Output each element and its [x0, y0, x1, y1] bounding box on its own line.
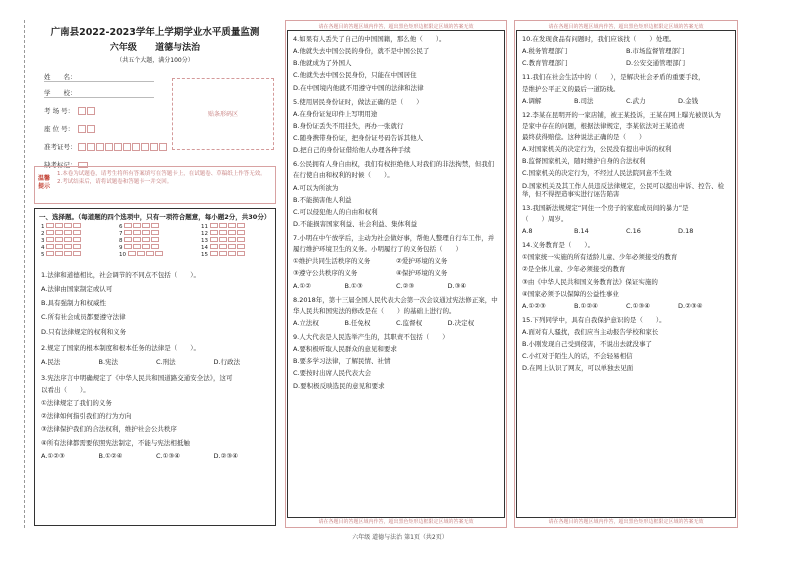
question-10: 10.在发现食品有问题时，我们应该找（ ）处理。: [522, 35, 676, 43]
seat-number-field[interactable]: 座 位 号：: [44, 124, 96, 133]
middle-bottom-strip: 请在各题目的答题区域内作答，超出黑色矩形边框限定区域的答案无效: [318, 519, 474, 525]
q3-item-2: ②法律如何指引我们的行为方向: [41, 412, 132, 421]
school-field[interactable]: 学 校：: [44, 88, 154, 98]
exam-id-field[interactable]: 准考证号：: [44, 142, 168, 151]
q1-option-d: D.只有法律规定的权利和义务: [41, 327, 127, 336]
question-12: 12.李某在昆明开的一家店铺，被王某投诉，王某在网上曝光被误认为: [522, 110, 721, 119]
binding-line: [24, 20, 25, 528]
page-footer: 六年级 道德与法治 第1页（共2页）: [352, 534, 448, 541]
question-3: 3.宪法序言中明确规定了《中华人民共和国道路交通安全法》，这可: [41, 373, 233, 382]
exam-note: （共五个大题，满分100分）: [116, 57, 194, 64]
q3-item-4: ④所有法律都需要依照宪法制定，不能与宪法相抵触: [41, 438, 190, 447]
middle-content: 4.如果有人丢失了自己的中国国籍，那么他（ ）。 A.他就失去中国公民的身份，就不是中国公民了 B.他就成为了外国人 C.他就失去中国公民身份，只能在中国居住 D.在中国境内他就不用遵守中国的法律和法律 5.使用居民身份证时，做法正确的是（ ） A.在身份证复印件上写明用途 B.身份证丢失不用挂失，再办一张就行 C.随身携带身份证，把身份证号码告诉其他人 D.把自己的身份证借给他人办理各种手续 6.公民拥有人身自由权，我们有权拒绝他人对我们的非法拘禁，但我们 在行使自由和权利的时候（ ）。 A.可以为所欲为 B.不能损害他人利益 C.可以侵犯他人的自由和权利 D.不能损害国家利益、社会利益、集体利益 7.小明在中午放学后，主动为社会做好事，帮他人整理自行车工作，并 履行维护环境卫生的义务。小明履行了的义务包括（ ） ①维护共同生活秩序的义务 ②爱护环境的义务 ③遵守公共秩序的义务 ④保护环境的义务 A.①② B.①③ C.②③ D.③④ 8.2018年，第十三届全国人民代表大会第一次会议通过宪法修正案，中 华人民共和国宪法的修改是在（ ）的基础上进行的。 A.立法权 B.任免权 C.监督权 D.决定权 9.人大代表是人民选举产生的，其职责不包括（ ） A.要积极听取人民群众的意见和要求 B.要多学习法律，了解民情、社情 C.要按时出席人民代表大会 D.要积极反映选民的意见和要求: [287, 30, 505, 518]
subject-label: 道德与法治: [155, 43, 201, 53]
page-subtitle: [32, 40, 278, 53]
middle-top-strip: 请在各题目的答题区域内作答，超出黑色矩形边框限定区域的答案无效: [318, 24, 474, 30]
answer-grid[interactable]: 1 2 3 4 5 6 7 8 9 10 11 12 13 14 15: [41, 223, 269, 263]
left-column: [32, 20, 278, 528]
student-info: [32, 68, 172, 178]
question-13: 13.我国新法规规定“同住一个房子的家庭成员间的暴力”是: [522, 203, 689, 212]
question-2: 2.规定了国家的根本制度和根本任务的法律是（ ）。: [41, 343, 200, 352]
right-column: [514, 20, 738, 528]
notice-box: [34, 166, 276, 204]
page-title: 广南县2022-2023学年上学期学业水平质量监测: [50, 27, 260, 38]
q2-options: A.民法 B.宪法 C.刑法 D.行政法: [41, 357, 241, 366]
name-field[interactable]: 姓 名：: [44, 72, 154, 82]
question-14: 14.义务教育是（ ）。: [522, 241, 595, 250]
notice-label: 温馨提示: [38, 175, 51, 190]
right-content: 10.在发现食品有问题时，我们应该找（ ）处理。 A.税务管理部门 B.市场监督管理部门 C.教育管理部门 D.公安交通管理部门 11.我们在社会生活中的（ ），是解决社会矛盾的重要手段， 是维护公平正义的最后一道防线。 A.调解 B.司法 C.武力 D.金钱 12.李某在昆明开的一家店铺，被王某投诉，王某在网上曝光被误认为 是家中存在的问题，根据法律规定，李某依法对王某追责 最终获得赔偿。这种说法正确的是（ ） A.对国家机关的决定行为，公民没有提出申诉的权利 B.监督国家机关，随时维护自身的合法权利 C.国家机关的决定行为，不经过人民法院同意不生效 D.国家机关及其工作人员违反法律规定，公民可以提出申诉、控告、检举，但不得捏造事实进行诬告陷害 13.我国新法规规定“同住一个房子的家庭成员间的暴力”是 （ ）周岁。 A.8 B.14 C.16 D.18 14.义务教育是（ ）。 ①国家统一实施的所有适龄儿童、少年必须接受的教育 ②是全体儿童、少年必须接受的教育 ③由《中华人民共和国义务教育法》保证实施的 ④国家必须予以保障的公益性事业 A.①②③ B.①②④ C.①③④ D.②③④ 15.下列同学中，具有自我保护意识的是（ ）。 A.面对有人骚扰，我们应当主动报告学校和家长 B.小刚发现自己受到侵害，不说出去就没事了 C.小红对于陌生人的话，不会轻易相信 D.在网上认识了网友，可以单独去见面: [516, 30, 736, 518]
section1-frame: [34, 208, 276, 526]
right-bottom-strip: 请在各题目的答题区域内作答，超出黑色矩形边框限定区域的答案无效: [548, 519, 704, 525]
exam-room-field[interactable]: 考 场 号：: [44, 106, 96, 115]
question-8: 8.2018年，第十三届全国人民代表大会第一次会议通过宪法修正案，中: [293, 295, 498, 304]
question-5: 5.使用居民身份证时，做法正确的是（ ）: [293, 97, 423, 106]
barcode-area-label: 贴条形码区: [207, 111, 238, 118]
question-4: 4.如果有人丢失了自己的中国国籍，那么他（ ）。: [293, 35, 446, 43]
q1-option-c: C.所有社会成员都要遵守法律: [41, 313, 126, 322]
question-6: 6.公民拥有人身自由权，我们有权拒绝他人对我们的非法拘禁，但我们: [293, 160, 495, 169]
q1-option-b: B.具有强制力和权威性: [41, 299, 107, 308]
q1-option-a: A.法律由国家制定或认可: [41, 285, 113, 294]
right-top-strip: 请在各题目的答题区域内作答，超出黑色矩形边框限定区域的答案无效: [548, 24, 704, 30]
question-15: 15.下列同学中，具有自我保护意识的是（ ）。: [522, 315, 666, 324]
question-7: 7.小明在中午放学后，主动为社会做好事，帮他人整理自行车工作，并: [293, 234, 495, 242]
section1-questions: 1.法律和道德相比，社会调节的不同点不包括（ ）。 A.法律由国家制定或认可 B.具有强制力和权威性 C.所有社会成员都要遵守法律 D.只有法律规定的权利和义务 2.规定了国家的根本制度和根本任务的法律是（ ）。 A.民法 B.宪法 C.刑法 D.行政法 3.宪法序言中明确规定了《中华人民共和国道路交通安全法》，这可 以看出（ ）。 ①法律规定了我们的义务 ②法律如何指引我们的行为方向 ③法律保护我们的合法权利，维护社会公共秩序 ④所有法律都需要依照宪法制定，不能与宪法相抵触 A.①②③ B.①②④ C.①③④ D.②③④: [41, 271, 271, 460]
section1-heading: 一、选择题。（每道题的四个选项中，只有一项符合题意，每小题2分，共30分）: [39, 213, 271, 221]
grade-label: 六年级: [109, 43, 137, 53]
question-9: 9.人大代表是人民选举产生的，其职责不包括（ ）: [293, 333, 449, 341]
q3-answers: A.①②③ B.①②④ C.①③④ D.②③④: [41, 451, 239, 460]
question-11: 11.我们在社会生活中的（ ），是解决社会矛盾的重要手段，: [522, 73, 705, 82]
notice-text: 1.本卷为试题卷，请考生将所有答案填写在答题卡上，在试题卷、草稿纸上作答无效。 2.考试结束后，请将试题卷和答题卡一并交回。: [57, 171, 266, 185]
question-1: 1.法律和道德相比，社会调节的不同点不包括（ ）。: [41, 271, 200, 279]
q3-item-3: ③法律保护我们的合法权利，维护社会公共秩序: [41, 425, 177, 434]
barcode-area: [172, 78, 274, 150]
middle-column: [285, 20, 507, 528]
q3-item-1: ①法律规定了我们的义务: [41, 399, 112, 408]
absent-mark-field[interactable]: 缺考标记：: [44, 160, 89, 169]
